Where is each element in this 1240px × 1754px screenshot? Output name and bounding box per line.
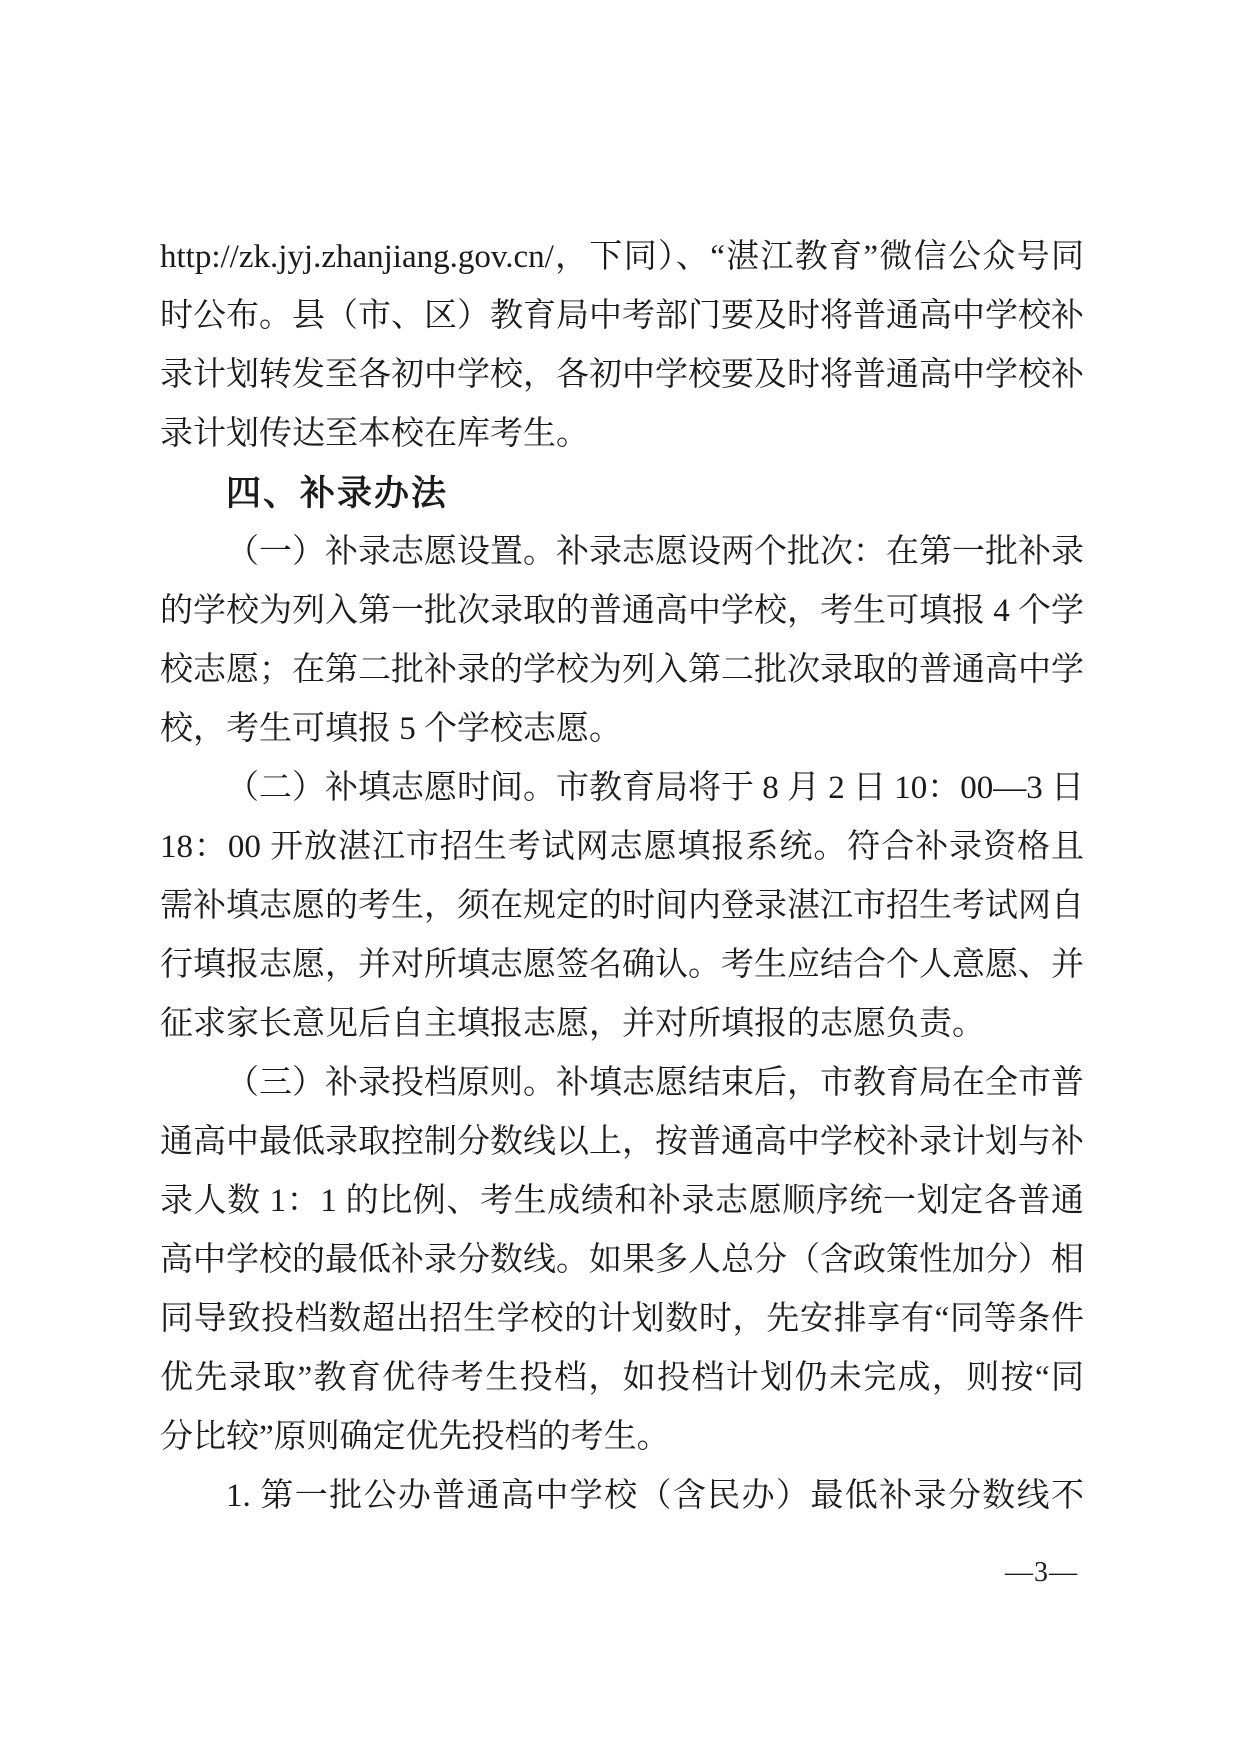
text-line: 校，考生可填报 5 个学校志愿。: [160, 711, 622, 747]
text-line: 行填报志愿，并对所填志愿签名确认。考生应结合个人意愿、并: [160, 947, 1084, 983]
text-line: 18：00 开放湛江市招生考试网志愿填报系统。符合补录资格且: [160, 829, 1084, 865]
text-line: 四、补录办法: [226, 474, 449, 513]
text-line: 录计划转发至各初中学校，各初中学校要及时将普通高中学校补: [160, 357, 1084, 393]
text-line: 需补填志愿的考生，须在规定的时间内登录湛江市招生考试网自: [160, 888, 1084, 924]
numbered-item-paragraph: [160, 1467, 1084, 1526]
text-line: 优先录取”教育优待考生投档，如投档计划仍未完成，则按“同: [160, 1360, 1084, 1396]
text-line: 征求家长意见后自主填报志愿，并对所填报的志愿负责。: [160, 1006, 985, 1042]
text-line: http://zk.jyj.zhanjiang.gov.cn/，下同）、“湛江教育”微信公众号同: [160, 239, 1084, 275]
item-one-paragraph: [160, 523, 1084, 759]
text-line: 校志愿；在第二批补录的学校为列入第二批次录取的普通高中学: [160, 652, 1084, 688]
text-line: 分比较”原则确定优先投档的考生。: [160, 1419, 670, 1455]
text-line: 同导致投档数超出招生学校的计划数时，先安排享有“同等条件: [160, 1301, 1084, 1337]
text-line: 的学校为列入第一批次录取的普通高中学校，考生可填报 4 个学: [160, 593, 1084, 629]
item-three-paragraph: [160, 1054, 1084, 1467]
section-heading: [160, 464, 1084, 523]
text-line: 通高中最低录取控制分数线以上，按普通高中学校补录计划与补: [160, 1124, 1084, 1160]
continuation-paragraph: [160, 228, 1084, 464]
page-number: —3—: [1005, 1557, 1078, 1588]
text-line: 录计划传达至本校在库考生。: [160, 416, 589, 452]
text-block: [160, 228, 1084, 1526]
text-line: （二）补填志愿时间。市教育局将于 8 月 2 日 10：00—3 日: [226, 770, 1084, 806]
text-line: 高中学校的最低补录分数线。如果多人总分（含政策性加分）相: [160, 1242, 1084, 1278]
item-two-paragraph: [160, 759, 1084, 1054]
text-line: 录人数 1：1 的比例、考生成绩和补录志愿顺序统一划定各普通: [160, 1183, 1084, 1219]
text-line: 1. 第一批公办普通高中学校（含民办）最低补录分数线不: [226, 1478, 1084, 1514]
text-line: （三）补录投档原则。补填志愿结束后，市教育局在全市普: [226, 1065, 1084, 1101]
text-line: 时公布。县（市、区）教育局中考部门要及时将普通高中学校补: [160, 298, 1084, 334]
text-line: （一）补录志愿设置。补录志愿设两个批次：在第一批补录: [226, 534, 1084, 570]
